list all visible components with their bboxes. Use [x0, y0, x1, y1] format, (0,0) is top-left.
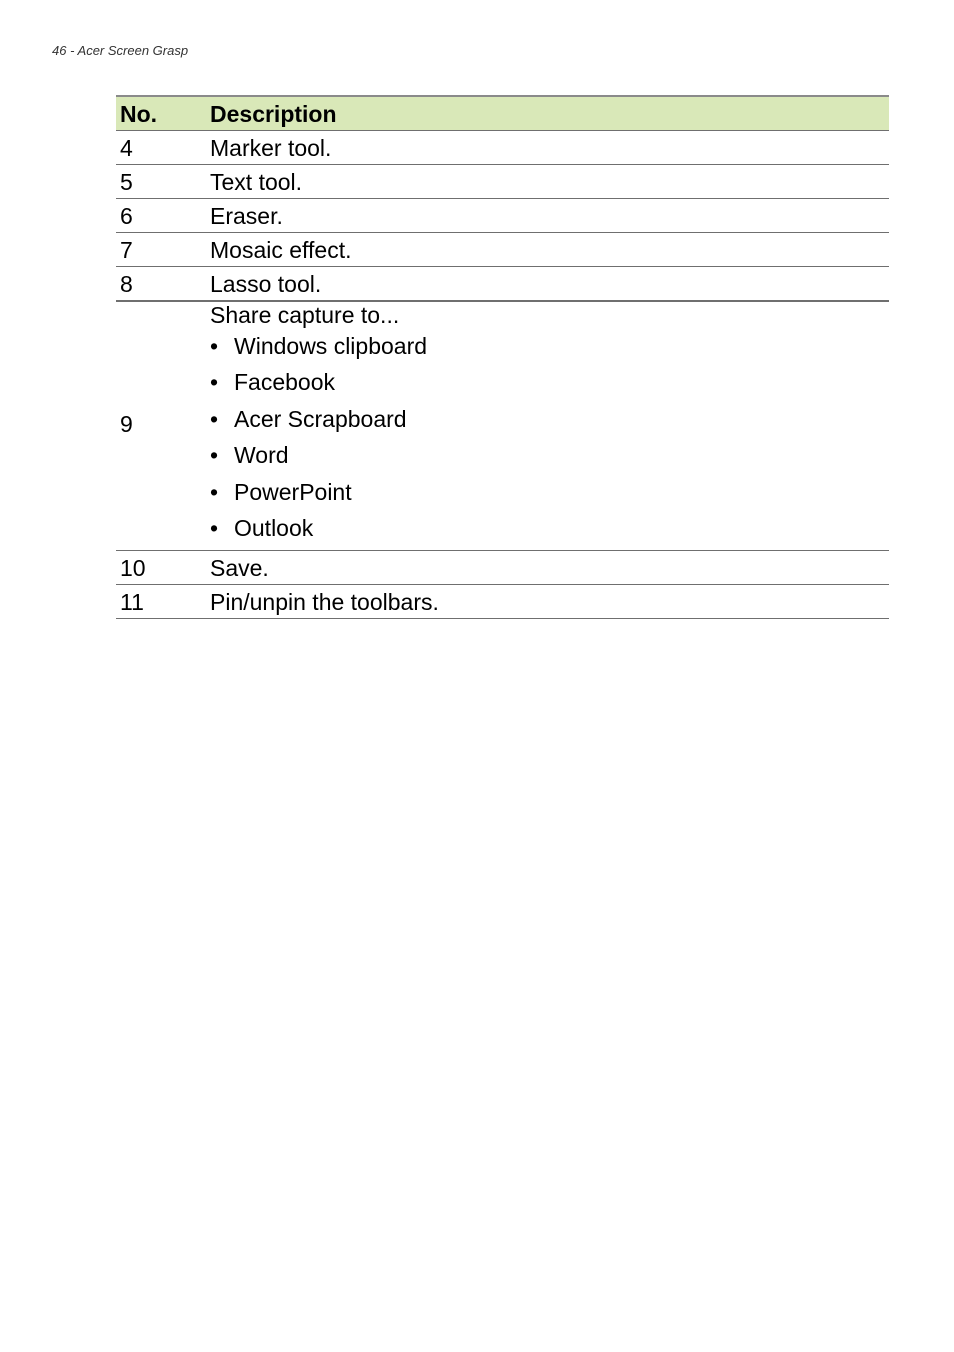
list-item: [210, 401, 889, 437]
share-target-label: PowerPoint: [234, 478, 352, 505]
row-description: Pin/unpin the toolbars.: [206, 585, 889, 619]
bullet-icon: •: [210, 514, 219, 541]
share-target-list: [210, 328, 889, 546]
table-row: [116, 199, 889, 233]
row-description: Lasso tool.: [206, 267, 889, 302]
row-number: 5: [116, 165, 206, 199]
share-target-label: Word: [234, 442, 289, 469]
table-row: [116, 551, 889, 585]
table-header-row: [116, 96, 889, 131]
bullet-icon: •: [210, 369, 219, 396]
bullet-icon: •: [210, 478, 219, 505]
bullet-icon: •: [210, 333, 219, 359]
row-description: Save.: [206, 551, 889, 585]
bullet-icon: •: [210, 405, 219, 432]
row-number: 7: [116, 233, 206, 267]
table-row-share: [116, 301, 889, 551]
list-item: [210, 510, 889, 546]
list-item: [210, 474, 889, 510]
row-description: Text tool.: [206, 165, 889, 199]
table-row: [116, 233, 889, 267]
share-target-label: Facebook: [234, 369, 336, 396]
row-description: Marker tool.: [206, 131, 889, 165]
list-item: [210, 437, 889, 473]
row-description: Mosaic effect.: [206, 233, 889, 267]
running-header: 46 - Acer Screen Grasp: [52, 43, 189, 58]
share-title: Share capture to...: [210, 302, 400, 328]
list-item: [210, 328, 889, 364]
row-number: 4: [116, 131, 206, 165]
share-target-label: Acer Scrapboard: [234, 405, 407, 432]
share-description: [206, 301, 889, 551]
table-row: [116, 131, 889, 165]
row-number: 6: [116, 199, 206, 233]
description-table: [116, 95, 889, 619]
row-number: 11: [116, 585, 206, 619]
table-row: [116, 267, 889, 302]
row-number: 8: [116, 267, 206, 302]
table-row: [116, 585, 889, 619]
share-target-label: Windows clipboard: [234, 333, 428, 359]
list-item: [210, 364, 889, 400]
column-header-description: Description: [206, 96, 889, 131]
row-number: 9: [116, 301, 206, 551]
table-row: [116, 165, 889, 199]
share-target-label: Outlook: [234, 514, 314, 541]
bullet-icon: •: [210, 442, 219, 469]
column-header-no: No.: [116, 96, 206, 131]
row-number: 10: [116, 551, 206, 585]
row-description: Eraser.: [206, 199, 889, 233]
